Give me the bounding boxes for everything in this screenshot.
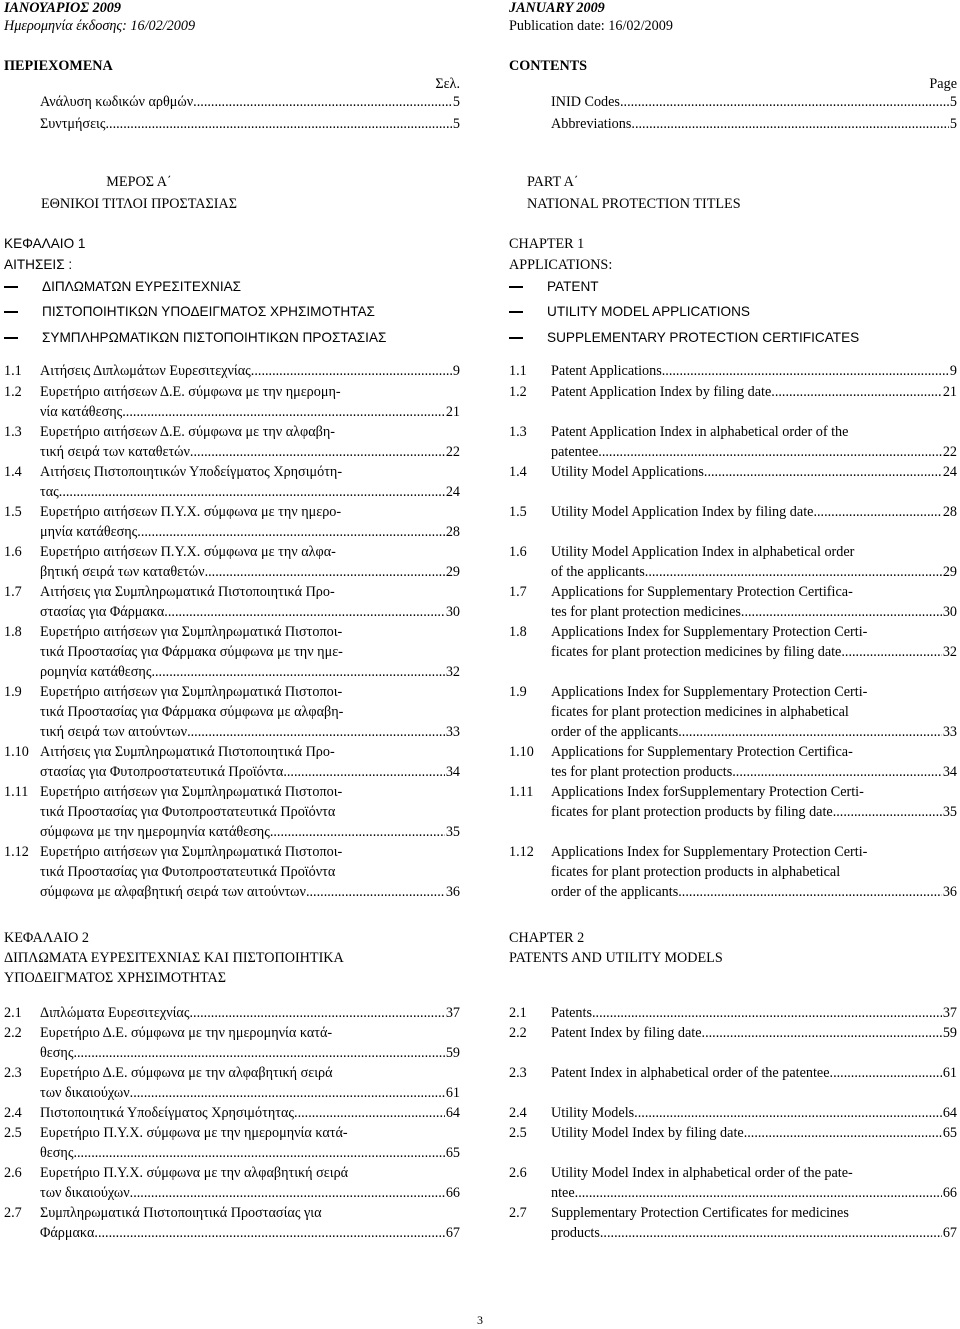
entry-text: Ευρετήριο αιτήσεων Π.Υ.Χ. σύμφωνα με την αλφα-	[40, 544, 336, 560]
entry-text: Ευρετήριο Π.Υ.Χ. σύμφωνα με την αλφαβητική σειρά	[40, 1165, 349, 1181]
entry-number: 2.1	[4, 1005, 22, 1021]
chapter-2-title-line: PATENTS AND UTILITY MODELS	[509, 950, 723, 966]
dot-leader	[741, 602, 942, 622]
entry-text: τικά Προστασίας για Φυτοπροστατευτικά Προϊόντα	[40, 804, 336, 820]
part-subtitle: NATIONAL PROTECTION TITLES	[527, 196, 741, 212]
part-subtitle: ΕΘΝΙΚΟΙ ΤΙΤΛΟΙ ΠΡΟΣΤΑΣΙΑΣ	[40, 196, 238, 212]
entry-page: 21	[445, 404, 460, 420]
entry-number: 2.1	[509, 1005, 527, 1021]
dot-leader	[744, 1123, 942, 1143]
toc-item[interactable]: Ανάλυση κωδικών αρθμών ..... 5	[40, 94, 460, 111]
entry-text: Αιτήσεις για Συμπληρωματικά Πιστοποιητικά Προ-	[40, 744, 335, 760]
applications-heading: ΑΙΤΗΣΕΙΣ :	[4, 257, 73, 272]
dot-leader	[94, 1223, 444, 1243]
entry-page: 61	[942, 1065, 957, 1081]
entry-text: Πιστοποιητικά Υποδείγματος Χρησιμότητας	[40, 1105, 295, 1121]
dash-bullet-icon	[4, 337, 18, 339]
dot-leader	[813, 502, 941, 522]
entry-text: τικά Προστασίας για Φυτοπροστατευτικά Προϊόντα	[40, 864, 336, 880]
part-title: PART A΄	[527, 174, 579, 190]
dot-leader	[294, 1103, 445, 1123]
application-type-item: PATENT	[509, 279, 599, 294]
entry-text: Utility Model Application Index by filing date	[551, 504, 814, 520]
entry-text: στασίας για Φυτοπροστατευτικά Προϊόντα	[40, 764, 284, 780]
entry-number: 1.6	[509, 544, 527, 560]
dot-leader	[73, 1143, 444, 1163]
entry-text: Αιτήσεις Διπλωμάτων Ευρεσιτεχνίας	[40, 363, 251, 379]
entry-number: 2.6	[4, 1165, 22, 1181]
dot-leader	[830, 1063, 942, 1083]
dot-leader	[704, 462, 942, 482]
entry-text: Utility Model Application Index in alphabetical order	[551, 544, 855, 560]
entry-text: των δικαιούχων	[40, 1185, 130, 1201]
publication-date: Ημερομηνία έκδοσης: 16/02/2009	[4, 18, 196, 34]
entry-page: 67	[445, 1225, 460, 1241]
chapter-1-heading: CHAPTER 1	[509, 236, 585, 252]
entry-page: 65	[942, 1125, 957, 1141]
entry-text: των δικαιούχων	[40, 1085, 130, 1101]
entry-page: 37	[445, 1005, 460, 1021]
chapter-2-title-line: ΔΙΠΛΩΜΑΤΑ ΕΥΡΕΣΙΤΕΧΝΙΑΣ ΚΑΙ ΠΙΣΤΟΠΟΙΗΤΙΚΑ	[4, 950, 344, 966]
entry-text: tes for plant protection medicines	[551, 604, 741, 620]
entry-text: τικά Προστασίας για Φάρμακα σύμφωνα με αλφαβη-	[40, 704, 344, 720]
dot-leader	[164, 602, 445, 622]
entry-page: 34	[445, 764, 460, 780]
application-type-item: SUPPLEMENTARY PROTECTION CERTIFICATES	[509, 330, 859, 345]
entry-page: 33	[942, 724, 957, 740]
entry-page: 61	[445, 1085, 460, 1101]
entry-number: 1.4	[4, 464, 22, 480]
entry-page: 35	[445, 824, 460, 840]
entry-number: 1.11	[509, 784, 534, 800]
entry-text: Φάρμακα	[40, 1225, 95, 1241]
entry-number: 2.3	[4, 1065, 22, 1081]
dot-leader	[130, 1183, 445, 1203]
entry-text: βητική σειρά των καταθετών	[40, 564, 205, 580]
entry-text: μηνία κατάθεσης	[40, 524, 138, 540]
dot-leader	[151, 662, 444, 682]
entry-text: of the applicants	[551, 564, 645, 580]
dot-leader	[575, 1183, 942, 1203]
entry-text: order of the applicants	[551, 884, 679, 900]
part-title: ΜΕΡΟΣ Α΄	[106, 174, 172, 190]
entry-text: patentee	[551, 444, 599, 460]
entry-page: 29	[445, 564, 460, 580]
entry-text: τικά Προστασίας για Φάρμακα σύμφωνα με την ημε-	[40, 644, 343, 660]
entry-page: 59	[445, 1045, 460, 1061]
entry-text: στασίας για Φάρμακα	[40, 604, 165, 620]
entry-text: order of the applicants	[551, 724, 679, 740]
entry-page: 9	[949, 363, 957, 379]
entry-number: 1.7	[509, 584, 527, 600]
entry-text: Patent Index in alphabetical order of the patentee	[551, 1065, 830, 1081]
entry-page: 34	[942, 764, 957, 780]
entry-text: Utility Model Applications	[551, 464, 704, 480]
entry-text: Αιτήσεις για Συμπληρωματικά Πιστοποιητικά Προ-	[40, 584, 335, 600]
entry-number: 1.1	[4, 363, 22, 379]
entry-page: 22	[942, 444, 957, 460]
entry-text: Ευρετήριο Δ.Ε. σύμφωνα με την ημερομηνία κατά-	[40, 1025, 333, 1041]
dot-leader	[598, 442, 942, 462]
issue-month: ΙΑΝΟΥΑΡΙΟΣ 2009	[4, 0, 121, 16]
entry-text: ficates for plant protection medicines by filing date	[551, 644, 842, 660]
entry-text: Applications for Supplementary Protection Certifica-	[551, 744, 853, 760]
application-type-item: ΔΙΠΛΩΜΑΤΩΝ ΕΥΡΕΣΙΤΕΧΝΙΑΣ	[4, 279, 241, 294]
entry-page: 9	[452, 363, 460, 379]
entry-text: Patent Application Index by filing date	[551, 384, 772, 400]
entry-text: Ευρετήριο αιτήσεων για Συμπληρωματικά Πιστοποι-	[40, 784, 343, 800]
entry-text: Applications for Supplementary Protection Certifica-	[551, 584, 853, 600]
entry-number: 1.8	[4, 624, 22, 640]
entry-text: Ευρετήριο αιτήσεων για Συμπληρωματικά Πιστοποι-	[40, 624, 343, 640]
dot-leader	[270, 822, 445, 842]
entry-text: τική σειρά των καταθετών	[40, 444, 190, 460]
entry-number: 2.3	[509, 1065, 527, 1081]
entry-text: Utility Models	[551, 1105, 635, 1121]
entry-text: Διπλώματα Ευρεσιτεχνίας	[40, 1005, 190, 1021]
entry-number: 1.10	[4, 744, 29, 760]
entry-number: 2.5	[4, 1125, 22, 1141]
entry-text: Applications Index for Supplementary Protection Certi-	[551, 624, 868, 640]
entry-page: 30	[445, 604, 460, 620]
entry-number: 1.9	[4, 684, 22, 700]
dot-leader	[73, 1043, 444, 1063]
entry-number: 1.11	[4, 784, 29, 800]
entry-number: 1.12	[509, 844, 534, 860]
entry-text: Applications Index forSupplementary Protection Certi-	[551, 784, 864, 800]
entry-page: 37	[942, 1005, 957, 1021]
entry-number: 1.2	[509, 384, 527, 400]
issue-month: JANUARY 2009	[509, 0, 605, 16]
dot-leader	[59, 482, 445, 502]
dot-leader	[645, 562, 942, 582]
entry-text: Συμπληρωματικά Πιστοποιητικά Προστασίας για	[40, 1205, 322, 1221]
entry-page: 36	[942, 884, 957, 900]
entry-number: 1.4	[509, 464, 527, 480]
entry-number: 1.3	[4, 424, 22, 440]
entry-text: Applications Index for Supplementary Protection Certi-	[551, 684, 868, 700]
dot-leader	[592, 1003, 942, 1023]
entry-number: 1.12	[4, 844, 29, 860]
dot-leader	[283, 762, 445, 782]
entry-page: 24	[445, 484, 460, 500]
dot-leader	[251, 361, 452, 381]
entry-text: σύμφωνα με αλφαβητική σειρά των αιτούντων	[40, 884, 306, 900]
entry-number: 2.4	[4, 1105, 22, 1121]
entry-number: 2.2	[4, 1025, 22, 1041]
entry-text: ficates for plant protection products in alphabetical	[551, 864, 841, 880]
entry-text: Ευρετήριο αιτήσεων Δ.Ε. σύμφωνα με την ημερομη-	[40, 384, 341, 400]
entry-text: τας	[40, 484, 59, 500]
dash-bullet-icon	[509, 337, 523, 339]
entry-text: θεσης	[40, 1045, 74, 1061]
entry-text: Ευρετήριο Π.Υ.Χ. σύμφωνα με την ημερομηνία κατά-	[40, 1125, 348, 1141]
dot-leader	[189, 1003, 444, 1023]
entry-page: 24	[942, 464, 957, 480]
chapter-2-heading: ΚΕΦΑΛΑΙΟ 2	[4, 930, 89, 946]
dot-leader	[732, 762, 942, 782]
entry-page: 59	[942, 1025, 957, 1041]
entry-number: 1.6	[4, 544, 22, 560]
entry-page: 28	[942, 504, 957, 520]
entry-text: ficates for plant protection products by filing date	[551, 804, 833, 820]
entry-text: θεσης	[40, 1145, 74, 1161]
entry-number: 1.9	[509, 684, 527, 700]
dot-leader	[187, 722, 445, 742]
contents-title: CONTENTS	[509, 58, 588, 74]
dash-bullet-icon	[4, 286, 18, 288]
dot-leader	[771, 382, 942, 402]
dot-leader	[130, 1083, 445, 1103]
dot-leader	[678, 882, 942, 902]
entry-page: 32	[942, 644, 957, 660]
entry-page: 67	[942, 1225, 957, 1241]
entry-number: 2.2	[509, 1025, 527, 1041]
entry-number: 2.7	[4, 1205, 22, 1221]
dot-leader	[600, 1223, 942, 1243]
application-type-item: ΠΙΣΤΟΠΟΙΗΤΙΚΩΝ ΥΠΟΔΕΙΓΜΑΤΟΣ ΧΡΗΣΙΜΟΤΗΤΑΣ	[4, 304, 375, 319]
entry-text: Ευρετήριο αιτήσεων Δ.Ε. σύμφωνα με την αλφαβη-	[40, 424, 335, 440]
entry-page: 36	[445, 884, 460, 900]
toc-item[interactable]: Abbreviations ..... 5	[551, 116, 957, 133]
entry-number: 1.5	[4, 504, 22, 520]
entry-number: 1.10	[509, 744, 534, 760]
dot-leader	[833, 802, 942, 822]
entry-text: σύμφωνα με την ημερομηνία κατάθεσης	[40, 824, 270, 840]
entry-text: products	[551, 1225, 600, 1241]
entry-number: 1.8	[509, 624, 527, 640]
dot-leader	[205, 562, 445, 582]
entry-page: 29	[942, 564, 957, 580]
entry-number: 1.1	[509, 363, 527, 379]
entry-text: νία κατάθεσης	[40, 404, 123, 420]
entry-page: 33	[445, 724, 460, 740]
publication-date: Publication date: 16/02/2009	[509, 18, 673, 34]
entry-text: Applications Index for Supplementary Protection Certi-	[551, 844, 868, 860]
page-number: 3	[477, 1313, 483, 1327]
entry-text: τική σειρά των αιτούντων	[40, 724, 188, 740]
entry-number: 1.5	[509, 504, 527, 520]
entry-page: 66	[942, 1185, 957, 1201]
dot-leader	[678, 722, 942, 742]
entry-page: 21	[942, 384, 957, 400]
entry-text: Αιτήσεις Πιστοποιητικών Υποδείγματος Χρησιμότη-	[40, 464, 343, 480]
dot-leader	[122, 402, 445, 422]
entry-text: Patent Application Index in alphabetical order of the	[551, 424, 849, 440]
entry-text: Patent Index by filing date	[551, 1025, 702, 1041]
entry-number: 1.7	[4, 584, 22, 600]
entry-page: 35	[942, 804, 957, 820]
application-type-item: ΣΥΜΠΛΗΡΩΜΑΤΙΚΩΝ ΠΙΣΤΟΠΟΙΗΤΙΚΩΝ ΠΡΟΣΤΑΣΙΑΣ	[4, 330, 386, 345]
dot-leader	[306, 882, 445, 902]
dash-bullet-icon	[509, 286, 523, 288]
entry-page: 32	[445, 664, 460, 680]
application-type-item: UTILITY MODEL APPLICATIONS	[509, 304, 750, 319]
chapter-1-heading: ΚΕΦΑΛΑΙΟ 1	[4, 236, 86, 251]
entry-text: tes for plant protection products	[551, 764, 733, 780]
entry-text: Ευρετήριο αιτήσεων για Συμπληρωματικά Πιστοποι-	[40, 684, 343, 700]
entry-number: 2.6	[509, 1165, 527, 1181]
entry-page: 28	[445, 524, 460, 540]
entry-number: 1.3	[509, 424, 527, 440]
dot-leader	[137, 522, 445, 542]
dash-bullet-icon	[4, 311, 18, 313]
contents-title: ΠΕΡΙΕΧΟΜΕΝΑ	[4, 58, 113, 74]
dash-bullet-icon	[509, 311, 523, 313]
entry-page: 64	[942, 1105, 957, 1121]
entry-text: ficates for plant protection medicines in alphabetical	[551, 704, 849, 720]
entry-page: 64	[445, 1105, 460, 1121]
entry-page: 66	[445, 1185, 460, 1201]
entry-page: 30	[942, 604, 957, 620]
entry-text: Ευρετήριο αιτήσεων Π.Υ.Χ. σύμφωνα με την ημερο-	[40, 504, 342, 520]
entry-text: Patent Applications	[551, 363, 662, 379]
dot-leader	[190, 442, 445, 462]
dot-leader	[702, 1023, 942, 1043]
entry-text: Supplementary Protection Certificates for medicines	[551, 1205, 849, 1221]
entry-number: 2.5	[509, 1125, 527, 1141]
applications-heading: APPLICATIONS:	[509, 257, 613, 273]
entry-text: Patents	[551, 1005, 592, 1021]
entry-text: ntee	[551, 1185, 575, 1201]
entry-text: ρομηνία κατάθεσης	[40, 664, 152, 680]
chapter-2-title-line: ΥΠΟΔΕΙΓΜΑΤΟΣ ΧΡΗΣΙΜΟΤΗΤΑΣ	[4, 970, 227, 986]
entry-number: 2.7	[509, 1205, 527, 1221]
dot-leader	[662, 361, 949, 381]
entry-text: Ευρετήριο αιτήσεων για Συμπληρωματικά Πιστοποι-	[40, 844, 343, 860]
dot-leader	[634, 1103, 942, 1123]
entry-page: 65	[445, 1145, 460, 1161]
dot-leader	[841, 642, 941, 662]
entry-number: 1.2	[4, 384, 22, 400]
page-label: Page	[929, 76, 957, 92]
entry-page: 22	[445, 444, 460, 460]
toc-item[interactable]: Συντμήσεις ..... 5	[40, 116, 460, 133]
entry-number: 2.4	[509, 1105, 527, 1121]
entry-text: Utility Model Index by filing date	[551, 1125, 744, 1141]
page-label: Σελ.	[435, 76, 460, 92]
chapter-2-heading: CHAPTER 2	[509, 930, 585, 946]
toc-item[interactable]: INID Codes ..... 5	[551, 94, 957, 111]
entry-text: Ευρετήριο Δ.Ε. σύμφωνα με την αλφαβητική σειρά	[40, 1065, 333, 1081]
entry-text: Utility Model Index in alphabetical order of the pate-	[551, 1165, 853, 1181]
